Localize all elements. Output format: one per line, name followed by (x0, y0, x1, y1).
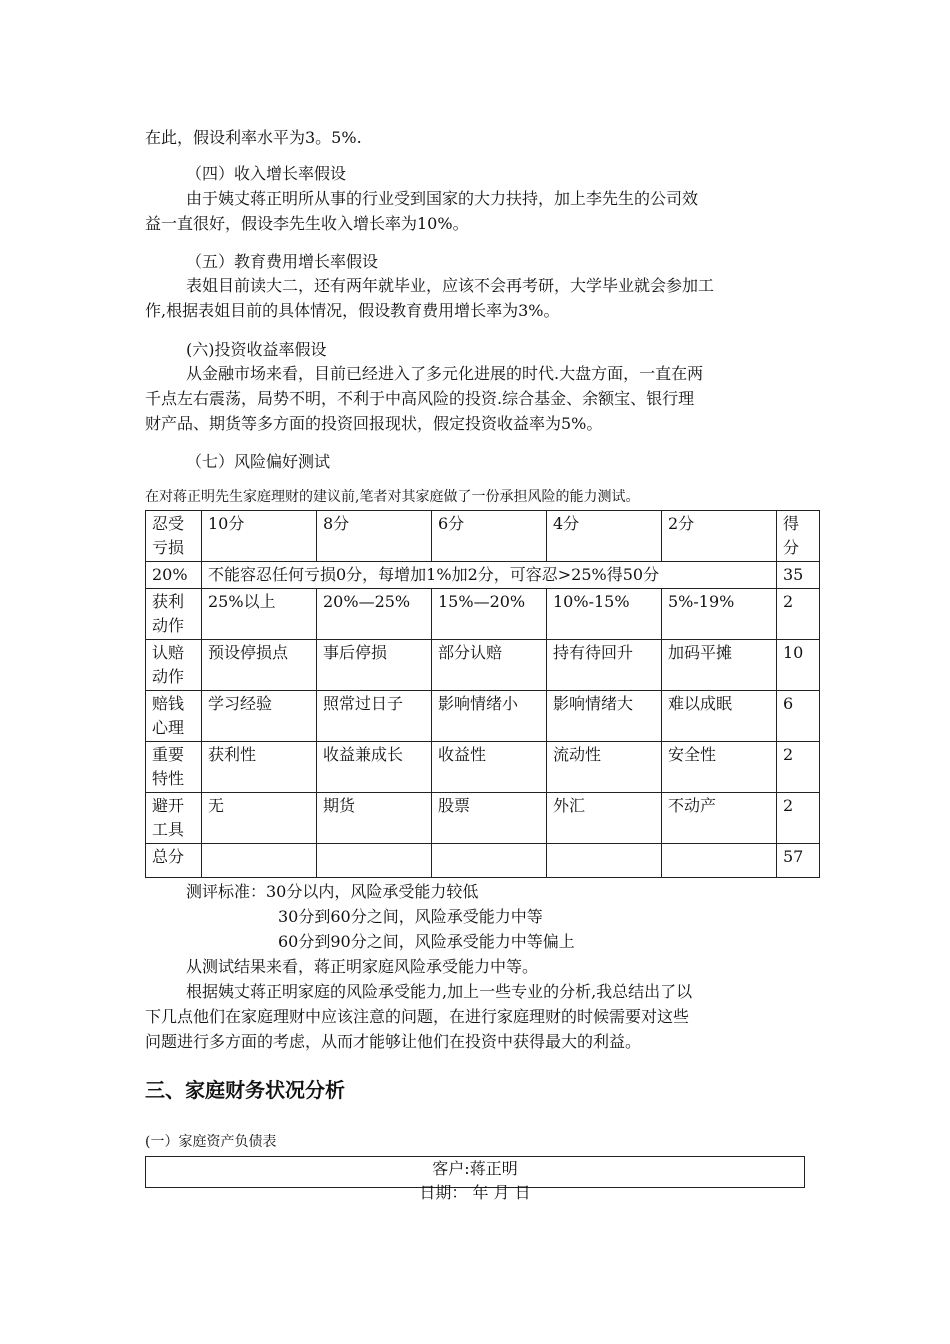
table-cell: 持有待回升 (547, 640, 662, 691)
table-cell: 5%-19% (662, 589, 777, 640)
table-cell-score: 2 (777, 793, 820, 844)
table-header-cell: 得分 (777, 511, 820, 562)
paragraph-investment-return-1: 从金融市场来看，目前已经进入了多元化进展的时代.大盘方面，一直在两 (186, 364, 704, 383)
criteria-line-1: 测评标准：30分以内，风险承受能力较低 (186, 882, 479, 901)
table-cell: 学习经验 (202, 691, 317, 742)
table-row (146, 691, 820, 742)
table-cell: 股票 (432, 793, 547, 844)
heading-income-growth: （四）收入增长率假设 (186, 164, 347, 183)
table-cell: 不动产 (662, 793, 777, 844)
table-cell: 影响情绪大 (547, 691, 662, 742)
table-header-cell: 忍受亏损 (146, 511, 202, 562)
table-cell-score: 57 (777, 844, 820, 878)
table-cell: 10%-15% (547, 589, 662, 640)
heading-risk-test: （七）风险偏好测试 (186, 452, 331, 471)
table-cell (432, 844, 547, 878)
table-cell: 不能容忍任何亏损0分，每增加1%加2分，可容忍>25%得50分 (202, 562, 777, 589)
table-cell (317, 844, 432, 878)
table-cell-score: 35 (777, 562, 820, 589)
paragraph-income-growth-2: 益一直很好，假设李先生收入增长率为10%。 (145, 214, 469, 233)
table-row (146, 742, 820, 793)
table-row (146, 793, 820, 844)
table-cell-score: 2 (777, 589, 820, 640)
paragraph-test-result: 从测试结果来看，蒋正明家庭风险承受能力中等。 (186, 957, 539, 976)
paragraph-interest-rate: 在此，假设利率水平为3。5%. (145, 128, 362, 147)
paragraph-investment-return-3: 财产品、期货等多方面的投资回报现状，假定投资收益率为5%。 (145, 414, 603, 433)
table-cell (202, 844, 317, 878)
table-cell: 15%—20% (432, 589, 547, 640)
table-cell-score: 6 (777, 691, 820, 742)
table-row (146, 640, 820, 691)
table-cell: 赔钱心理 (146, 691, 202, 742)
criteria-line-3: 60分到90分之间，风险承受能力中等偏上 (278, 932, 575, 951)
table-cell: 获利性 (202, 742, 317, 793)
table-cell: 避开工具 (146, 793, 202, 844)
table-cell: 无 (202, 793, 317, 844)
table-cell: 认赔动作 (146, 640, 202, 691)
table-cell: 20% (146, 562, 202, 589)
table-cell: 难以成眠 (662, 691, 777, 742)
table-header-cell: 6分 (432, 511, 547, 562)
table-cell: 外汇 (547, 793, 662, 844)
table-cell: 期货 (317, 793, 432, 844)
table-header-cell: 10分 (202, 511, 317, 562)
table-cell: 20%—25% (317, 589, 432, 640)
table-header-row (146, 511, 820, 562)
heading-education-growth: （五）教育费用增长率假设 (186, 252, 379, 271)
table-cell: 影响情绪小 (432, 691, 547, 742)
heading-investment-return: (六)投资收益率假设 (186, 340, 327, 359)
table-cell: 总分 (146, 844, 202, 878)
table-cell: 收益兼成长 (317, 742, 432, 793)
table-cell: 事后停损 (317, 640, 432, 691)
table-cell: 收益性 (432, 742, 547, 793)
table-cell (547, 844, 662, 878)
table-cell (662, 844, 777, 878)
table-row (146, 589, 820, 640)
date-label: 日期： 年 月 日 (419, 1183, 531, 1202)
paragraph-summary-3: 问题进行多方面的考虑，从而才能够让他们在投资中获得最大的利益。 (145, 1032, 642, 1051)
table-cell: 25%以上 (202, 589, 317, 640)
subheading-balance-sheet: (一）家庭资产负债表 (145, 1134, 277, 1150)
criteria-line-2: 30分到60分之间，风险承受能力中等 (278, 907, 543, 926)
table-header-cell: 4分 (547, 511, 662, 562)
table-cell-score: 10 (777, 640, 820, 691)
paragraph-education-growth-1: 表姐目前读大二，还有两年就毕业，应该不会再考研，大学毕业就会参加工 (186, 276, 715, 295)
risk-preference-table (145, 510, 820, 878)
table-cell: 流动性 (547, 742, 662, 793)
paragraph-summary-2: 下几点他们在家庭理财中应该注意的问题，在进行家庭理财的时候需要对这些 (145, 1007, 690, 1026)
table-cell: 照常过日子 (317, 691, 432, 742)
table-cell: 预设停损点 (202, 640, 317, 691)
paragraph-education-growth-2: 作,根据表姐目前的具体情况，假设教育费用增长率为3%。 (145, 301, 560, 320)
table-caption: 在对蒋正明先生家庭理财的建议前,笔者对其家庭做了一份承担风险的能力测试。 (145, 489, 640, 505)
client-label: 客户:蒋正明 (432, 1159, 518, 1178)
table-total-row (146, 844, 820, 878)
table-cell: 获利动作 (146, 589, 202, 640)
table-header-cell: 2分 (662, 511, 777, 562)
paragraph-investment-return-2: 千点左右震荡，局势不明，不利于中高风险的投资.综合基金、余额宝、银行理 (145, 389, 695, 408)
section-heading-financial-analysis: 三、家庭财务状况分析 (145, 1078, 345, 1102)
balance-sheet-header-box (145, 1156, 805, 1202)
table-header-cell: 8分 (317, 511, 432, 562)
paragraph-summary-1: 根据姨丈蒋正明家庭的风险承受能力,加上一些专业的分析,我总结出了以 (186, 982, 693, 1001)
table-cell: 重要特性 (146, 742, 202, 793)
table-row (146, 562, 820, 589)
table-cell: 安全性 (662, 742, 777, 793)
table-cell-score: 2 (777, 742, 820, 793)
paragraph-income-growth-1: 由于姨丈蒋正明所从事的行业受到国家的大力扶持，加上李先生的公司效 (186, 189, 699, 208)
table-cell: 加码平摊 (662, 640, 777, 691)
table-cell: 部分认赔 (432, 640, 547, 691)
